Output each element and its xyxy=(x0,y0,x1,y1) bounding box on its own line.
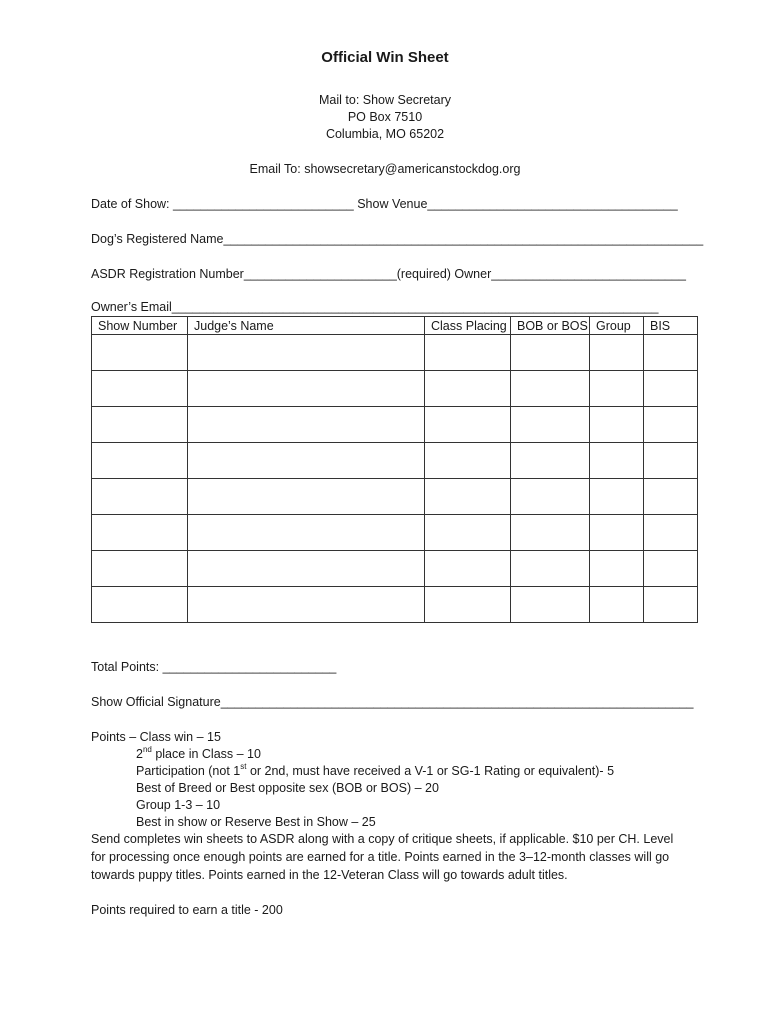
page-title: Official Win Sheet xyxy=(321,49,449,66)
second-place-suffix: nd xyxy=(142,744,152,754)
table-cell[interactable] xyxy=(511,551,590,587)
participation-text-start: Participation (not 1 xyxy=(136,764,241,778)
points-group: Group 1-3 – 10 xyxy=(136,798,221,812)
table-cell[interactable] xyxy=(644,443,698,479)
table-cell[interactable] xyxy=(92,551,188,587)
total-points-field[interactable]: Total Points: _________________________ xyxy=(91,660,337,674)
table-cell[interactable] xyxy=(511,335,590,371)
table-cell[interactable] xyxy=(590,587,644,623)
table-cell[interactable] xyxy=(644,587,698,623)
header-show-number: Show Number xyxy=(92,317,188,335)
table-cell[interactable] xyxy=(644,515,698,551)
points-bob-bos: Best of Breed or Best opposite sex (BOB or BOS) – 20 xyxy=(136,781,439,795)
table-cell[interactable] xyxy=(590,515,644,551)
send-instructions-line-1: Send completes win sheets to ASDR along with a copy of critique sheets, if applicable. $10 per CH. Level xyxy=(91,832,674,846)
table-cell[interactable] xyxy=(188,371,425,407)
signature-field[interactable]: Show Official Signature____________________________________________________________________ xyxy=(91,695,694,709)
table-cell[interactable] xyxy=(644,551,698,587)
table-row xyxy=(92,551,698,587)
points-heading: Points – Class win – 15 xyxy=(91,730,221,744)
table-cell[interactable] xyxy=(644,335,698,371)
table-cell[interactable] xyxy=(92,371,188,407)
table-cell[interactable] xyxy=(188,443,425,479)
header-bis: BIS xyxy=(644,317,698,335)
table-row xyxy=(92,515,698,551)
table-cell[interactable] xyxy=(644,371,698,407)
table-cell[interactable] xyxy=(425,443,511,479)
participation-text-end: or 2nd, must have received a V-1 or SG-1 Rating or equivalent)- 5 xyxy=(246,764,615,778)
table-cell[interactable] xyxy=(188,407,425,443)
table-cell[interactable] xyxy=(92,407,188,443)
table-cell[interactable] xyxy=(644,479,698,515)
table-cell[interactable] xyxy=(425,551,511,587)
table-header-row xyxy=(92,317,698,335)
table-row xyxy=(92,479,698,515)
table-cell[interactable] xyxy=(590,335,644,371)
table-cell[interactable] xyxy=(590,407,644,443)
table-cell[interactable] xyxy=(92,479,188,515)
points-required-note: Points required to earn a title - 200 xyxy=(91,903,283,917)
second-place-number: 2 xyxy=(136,747,143,761)
points-bis: Best in show or Reserve Best in Show – 25 xyxy=(136,815,376,829)
table-cell[interactable] xyxy=(511,371,590,407)
table-cell[interactable] xyxy=(425,479,511,515)
table-cell[interactable] xyxy=(92,587,188,623)
table-cell[interactable] xyxy=(511,479,590,515)
po-box-line: PO Box 7510 xyxy=(347,110,423,124)
mail-to-line: Mail to: Show Secretary xyxy=(319,93,451,107)
header-judges-name: Judge’s Name xyxy=(188,317,425,335)
table-cell[interactable] xyxy=(425,515,511,551)
table-cell[interactable] xyxy=(644,407,698,443)
header-group: Group xyxy=(590,317,644,335)
table-cell[interactable] xyxy=(425,407,511,443)
table-cell[interactable] xyxy=(188,551,425,587)
table-cell[interactable] xyxy=(425,587,511,623)
table-cell[interactable] xyxy=(590,479,644,515)
table-cell[interactable] xyxy=(425,371,511,407)
table-cell[interactable] xyxy=(92,443,188,479)
participation-suffix: st xyxy=(240,761,247,771)
header-class-placing: Class Placing xyxy=(425,317,511,335)
city-line: Columbia, MO 65202 xyxy=(325,127,445,141)
table-cell[interactable] xyxy=(511,407,590,443)
table-row xyxy=(92,371,698,407)
table-cell[interactable] xyxy=(511,443,590,479)
owner-email-field[interactable]: Owner’s Email______________________________________________________________________ xyxy=(91,300,659,314)
table-cell[interactable] xyxy=(590,443,644,479)
table-row xyxy=(92,443,698,479)
table-cell[interactable] xyxy=(511,515,590,551)
table-row xyxy=(92,407,698,443)
date-venue-field[interactable]: Date of Show: __________________________ Show Venue____________________________________ xyxy=(91,197,678,211)
table-row xyxy=(92,587,698,623)
table-cell[interactable] xyxy=(92,335,188,371)
second-place-text: place in Class – 10 xyxy=(151,747,261,761)
table-cell[interactable] xyxy=(188,515,425,551)
email-to-line: Email To: showsecretary@americanstockdog.org xyxy=(249,162,521,176)
header-bob-bos: BOB or BOS xyxy=(511,317,590,335)
points-participation xyxy=(136,761,615,778)
points-second-place xyxy=(136,744,261,761)
table-cell[interactable] xyxy=(188,335,425,371)
table-cell[interactable] xyxy=(590,551,644,587)
table-row xyxy=(92,335,698,371)
table-cell[interactable] xyxy=(188,587,425,623)
table-cell[interactable] xyxy=(92,515,188,551)
dog-name-field[interactable]: Dog’s Registered Name_____________________________________________________________________ xyxy=(91,232,704,246)
table-cell[interactable] xyxy=(188,479,425,515)
table-cell[interactable] xyxy=(425,335,511,371)
table-cell[interactable] xyxy=(590,371,644,407)
asdr-owner-field[interactable]: ASDR Registration Number______________________(required) Owner____________________________ xyxy=(91,267,686,281)
send-instructions-line-3: towards puppy titles. Points earned in the 12-Veteran Class will go towards adult titles. xyxy=(91,868,568,882)
send-instructions-line-2: for processing once enough points are earned for a title. Points earned in the 3–12-month classes will go xyxy=(91,850,670,864)
table-cell[interactable] xyxy=(511,587,590,623)
results-table xyxy=(91,316,698,623)
